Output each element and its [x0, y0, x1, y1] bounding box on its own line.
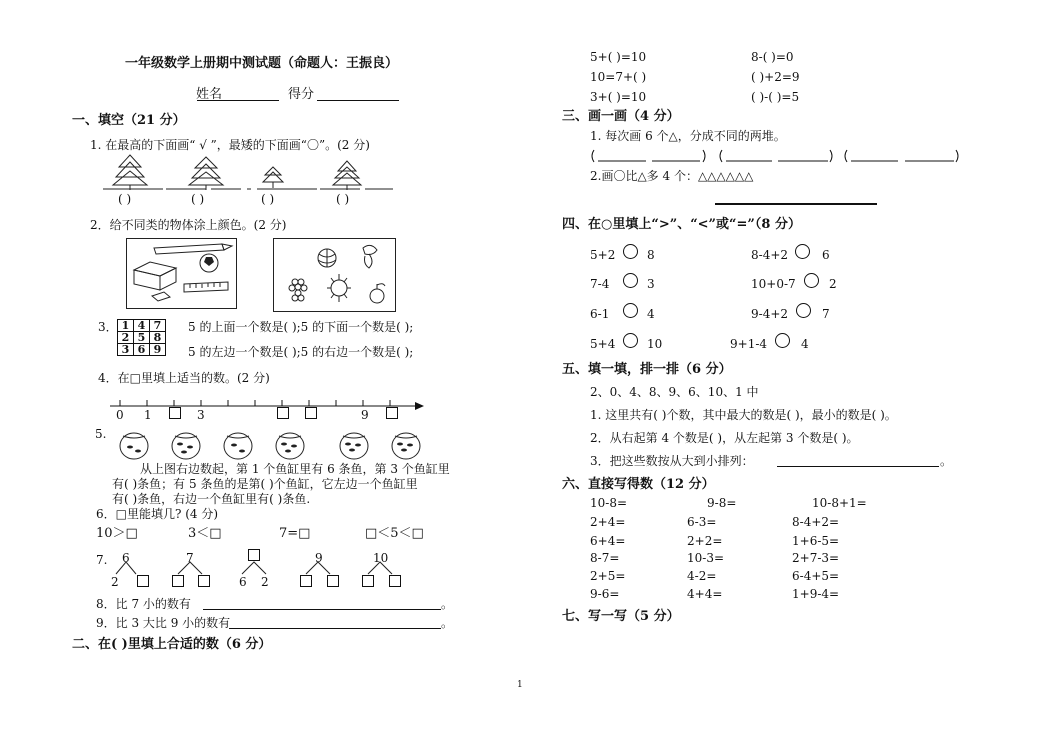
- q1-blank-4[interactable]: ( ): [336, 192, 350, 206]
- s3-answer-pairs[interactable]: [590, 148, 960, 166]
- arith-item[interactable]: 10-8+1=: [812, 496, 867, 510]
- bond-top: 6: [122, 551, 130, 565]
- compare-circle[interactable]: [623, 273, 638, 288]
- arith-item[interactable]: 6-3=: [687, 515, 717, 529]
- compare-right: 2: [829, 277, 837, 291]
- compare-right: 4: [647, 307, 655, 321]
- tick-label: 9: [361, 408, 369, 422]
- arith-item[interactable]: 1+9-4=: [792, 587, 840, 601]
- section-1-heading: 一、填空（21 分）: [72, 113, 186, 128]
- arith-item[interactable]: 10-8=: [590, 496, 628, 510]
- compare-left: 7-4: [590, 277, 610, 291]
- trees-illustration: [103, 153, 403, 198]
- compare-circle[interactable]: [804, 273, 819, 288]
- s5-q3: 3．把这些数按从大到小排列：: [590, 454, 754, 468]
- s2-item[interactable]: ( )+2=9: [751, 70, 800, 84]
- q9-text: 9．比 3 大比 9 小的数有: [96, 616, 231, 630]
- arith-item[interactable]: 1+6-5=: [792, 534, 840, 548]
- compare-right: 7: [822, 307, 830, 321]
- compare-left: 6-1: [590, 307, 610, 321]
- compare-circle[interactable]: [623, 244, 638, 259]
- bond-top: 7: [186, 551, 194, 565]
- compare-right: 6: [822, 248, 830, 262]
- section-7-heading: 七、写一写（5 分）: [562, 609, 680, 624]
- answer-box[interactable]: [277, 407, 289, 419]
- bond-box[interactable]: [248, 549, 260, 561]
- arith-item[interactable]: 2+4=: [590, 515, 626, 529]
- s5-q1: 1. 这里共有( )个数，其中最大的数是( )，最小的数是( )。: [590, 408, 897, 422]
- bond-left: 6: [239, 575, 247, 589]
- number-line: [110, 396, 430, 416]
- arith-item[interactable]: 2+2=: [687, 534, 723, 548]
- q6-item[interactable]: 10＞□: [96, 526, 138, 541]
- arith-item[interactable]: 8-4+2=: [792, 515, 840, 529]
- name-field[interactable]: [197, 100, 279, 101]
- number-grid: [117, 319, 166, 356]
- score-field[interactable]: [317, 100, 399, 101]
- q9-period: 。: [441, 616, 454, 630]
- bond-top: 9: [315, 551, 323, 565]
- compare-circle[interactable]: [623, 303, 638, 318]
- fish-bowls-illustration: [118, 430, 418, 462]
- s3-q2-answer-line[interactable]: [715, 203, 877, 205]
- compare-left: 8-4+2: [751, 248, 789, 262]
- q4-text: 4．在□里填上适当的数。(2 分): [98, 371, 270, 385]
- page-title: 一年级数学上册期中测试题（命题人：王振良）: [125, 56, 399, 71]
- tick-label: 1: [144, 408, 152, 422]
- s5-q3-answer-line[interactable]: [777, 466, 939, 467]
- grid-cell: 4: [134, 320, 150, 332]
- stationery-picture: [126, 238, 238, 310]
- q2-text: 2．给不同类的物体涂上颜色。(2 分): [90, 218, 287, 232]
- compare-left: 5+4: [590, 337, 616, 351]
- compare-left: 9+1-4: [730, 337, 768, 351]
- answer-box[interactable]: [386, 407, 398, 419]
- section-3-heading: 三、画一画（4 分）: [562, 109, 680, 124]
- s2-item[interactable]: 3+( )=10: [590, 90, 647, 104]
- compare-circle[interactable]: [796, 303, 811, 318]
- bond-box[interactable]: [389, 575, 401, 587]
- bond-box[interactable]: [137, 575, 149, 587]
- bond-right: 2: [261, 575, 269, 589]
- s5-q2: 2．从右起第 4 个数是( )，从左起第 3 个数是( )。: [590, 431, 859, 445]
- bond-box[interactable]: [198, 575, 210, 587]
- compare-left: 10+0-7: [751, 277, 796, 291]
- page-number: 1: [517, 680, 523, 690]
- grid-cell: 3: [118, 344, 134, 356]
- q6-item[interactable]: 3＜□: [188, 526, 222, 541]
- bond-box[interactable]: [300, 575, 312, 587]
- arith-item[interactable]: 2+5=: [590, 569, 626, 583]
- q6-text: 6．□里能填几? (4 分): [96, 507, 219, 521]
- arith-item[interactable]: 2+7-3=: [792, 551, 840, 565]
- s2-item[interactable]: ( )-( )=5: [751, 90, 800, 104]
- compare-circle[interactable]: [795, 244, 810, 259]
- arith-item[interactable]: 9-6=: [590, 587, 620, 601]
- arith-item[interactable]: 4-2=: [687, 569, 717, 583]
- section-6-heading: 六、直接写得数（12 分）: [562, 477, 715, 492]
- compare-right: 10: [647, 337, 663, 351]
- s2-item[interactable]: 5+( )=10: [590, 50, 647, 64]
- q5-text-3: 有( )条鱼，右边一个鱼缸里有( )条鱼.: [112, 492, 311, 506]
- compare-right: 3: [647, 277, 655, 291]
- q5-text-1: 从上图右边数起，第 1 个鱼缸里有 6 条鱼，第 3 个鱼缸里: [140, 462, 450, 476]
- grid-cell: 2: [118, 332, 134, 344]
- s2-item[interactable]: 10=7+( ): [590, 70, 647, 84]
- section-4-heading: 四、在○里填上“>”、“<”或“=”（8 分）: [562, 217, 801, 232]
- q8-text: 8．比 7 小的数有: [96, 597, 191, 611]
- score-label: 得分: [288, 87, 315, 102]
- bond-box[interactable]: [362, 575, 374, 587]
- q3-line-1: 5 的上面一个数是( );5 的下面一个数是( );: [188, 320, 414, 334]
- section-2-heading: 二、在( )里填上合适的数（6 分）: [72, 637, 272, 652]
- compare-left: 5+2: [590, 248, 616, 262]
- q5-text-2: 有( )条鱼；有 5 条鱼的是第( )个鱼缸，它左边一个鱼缸里: [112, 477, 418, 491]
- compare-right: 4: [801, 337, 809, 351]
- arith-item[interactable]: 6+4=: [590, 534, 626, 548]
- q7-label: 7.: [96, 553, 108, 567]
- compare-circle[interactable]: [775, 333, 790, 348]
- s5-q3-period: 。: [940, 454, 953, 468]
- q1-blank-3[interactable]: ( ): [261, 192, 275, 206]
- q6-item[interactable]: □＜5＜□: [365, 526, 424, 541]
- name-label: 姓名: [196, 87, 223, 102]
- q8-answer-line[interactable]: [203, 609, 441, 610]
- grid-cell: 5: [134, 332, 150, 344]
- q9-answer-line[interactable]: [229, 628, 441, 629]
- tick-label: 0: [116, 408, 124, 422]
- q3-line-2: 5 的左边一个数是( );5 的右边一个数是( );: [188, 345, 414, 359]
- q1-blank-2[interactable]: ( ): [191, 192, 205, 206]
- s5-numbers: 2、0、4、8、9、6、10、1 中: [590, 385, 759, 399]
- q5-label: 5.: [95, 427, 107, 441]
- grid-cell: 8: [150, 332, 166, 344]
- arith-item[interactable]: 8-7=: [590, 551, 620, 565]
- arith-item[interactable]: 4+4=: [687, 587, 723, 601]
- answer-box[interactable]: [169, 407, 181, 419]
- bond-top: 10: [373, 551, 389, 565]
- grid-cell: 7: [150, 320, 166, 332]
- bond-box[interactable]: [327, 575, 339, 587]
- compare-right: 8: [647, 248, 655, 262]
- grid-cell: 9: [150, 344, 166, 356]
- section-5-heading: 五、填一填，排一排（6 分）: [562, 362, 732, 377]
- grid-cell: 1: [118, 320, 134, 332]
- q1-blank-1[interactable]: ( ): [118, 192, 132, 206]
- arith-item[interactable]: 6-4+5=: [792, 569, 840, 583]
- compare-circle[interactable]: [623, 333, 638, 348]
- compare-left: 9-4+2: [751, 307, 789, 321]
- q6-item[interactable]: 7=□: [279, 526, 311, 541]
- tick-label: 3: [197, 408, 205, 422]
- answer-box[interactable]: [305, 407, 317, 419]
- q8-period: 。: [441, 597, 454, 611]
- arith-item[interactable]: 10-3=: [687, 551, 725, 565]
- grid-cell: 6: [134, 344, 150, 356]
- fruits-picture: [273, 238, 397, 313]
- s2-item[interactable]: 8-( )=0: [751, 50, 794, 64]
- bond-left: 2: [111, 575, 119, 589]
- s3-q1-text: 1. 每次画 6 个△，分成不同的两堆。: [590, 129, 786, 143]
- bond-box[interactable]: [172, 575, 184, 587]
- s3-q2-text: 2.画〇比△多 4 个：△△△△△△: [590, 169, 754, 183]
- q1-text: 1. 在最高的下面画“ √ ”，最矮的下面画“〇”。(2 分): [90, 138, 370, 152]
- arith-item[interactable]: 9-8=: [707, 496, 737, 510]
- q3-label: 3．: [98, 320, 118, 334]
